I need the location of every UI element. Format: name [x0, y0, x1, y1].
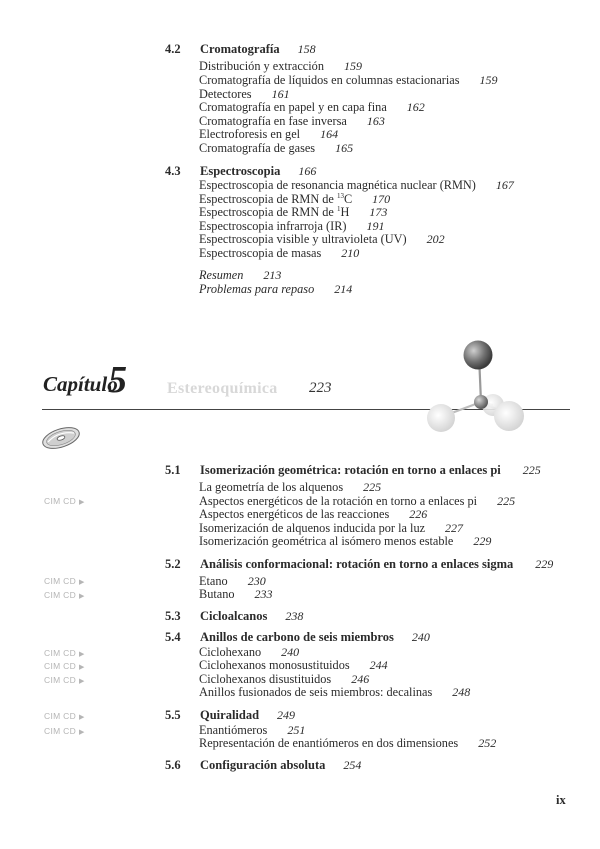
toc-entry: Cromatografía de líquidos en columnas estacionarias 159 [199, 73, 498, 87]
cim-cd-marker: CIM CD ▶ [44, 496, 85, 506]
section-title: Isomerización geométrica: rotación en torno a enlaces pi 225 [200, 463, 541, 477]
cim-cd-marker: CIM CD ▶ [44, 648, 85, 658]
toc-entry: Espectroscopia de RMN de $^1$H 173 [199, 205, 388, 219]
toc-entry: Cromatografía en fase inversa 163 [199, 114, 385, 128]
toc-entry: Isomerización de alquenos inducida por la luz 227 [199, 521, 464, 535]
toc-entry: Electroforesis en gel 164 [199, 127, 339, 141]
cim-cd-marker: CIM CD ▶ [44, 590, 85, 600]
section-title: Espectroscopia 166 [200, 164, 317, 178]
cim-cd-marker: CIM CD ▶ [44, 711, 85, 721]
cim-cd-marker: CIM CD ▶ [44, 675, 85, 685]
section-number: 5.1 [165, 463, 181, 477]
toc-entry: La geometría de los alquenos 225 [199, 480, 382, 494]
toc-entry: Representación de enantiómeros en dos dimensiones 252 [199, 736, 497, 750]
toc-entry: Cromatografía de gases 165 [199, 141, 354, 155]
cim-cd-marker: CIM CD ▶ [44, 726, 85, 736]
toc-entry: Espectroscopia de masas 210 [199, 246, 360, 260]
section-number: 4.3 [165, 164, 181, 178]
section-number: 4.2 [165, 42, 181, 56]
toc-entry: Ciclohexano 240 [199, 645, 300, 659]
section-number: 5.2 [165, 557, 181, 571]
section-number: 5.5 [165, 708, 181, 722]
cim-cd-marker: CIM CD ▶ [44, 576, 85, 586]
toc-entry: Enantiómeros 251 [199, 723, 306, 737]
review-problems-entry: Problemas para repaso 214 [199, 282, 353, 296]
toc-entry: Espectroscopia de RMN de $^{13}$C 170 [199, 192, 391, 206]
toc-entry: Espectroscopia infrarroja (IR) 191 [199, 219, 385, 233]
section-title: Quiralidad 249 [200, 708, 296, 722]
section-title: Análisis conformacional: rotación en torno a enlaces sigma 229 [200, 557, 554, 571]
section-title: Cromatografía 158 [200, 42, 316, 56]
toc-entry: Aspectos energéticos de las reacciones 226 [199, 507, 428, 521]
toc-entry: Butano 233 [199, 587, 273, 601]
toc-entry: Detectores 161 [199, 87, 290, 101]
toc-entry: Aspectos energéticos de la rotación en torno a enlaces pi 225 [199, 494, 516, 508]
toc-entry: Isomerización geométrica al isómero menos estable 229 [199, 534, 492, 548]
section-title: Configuración absoluta 254 [200, 758, 362, 772]
chapter-page: 223 [309, 380, 332, 396]
molecule-illustration [418, 335, 528, 435]
section-title: Cicloalcanos 238 [200, 609, 304, 623]
section-number: 5.6 [165, 758, 181, 772]
chapter-word: Capítulo [43, 372, 118, 396]
summary-entry: Resumen 213 [199, 268, 282, 282]
section-title: Anillos de carbono de seis miembros 240 [200, 630, 430, 644]
toc-entry: Distribución y extracción 159 [199, 59, 362, 73]
section-number: 5.3 [165, 609, 181, 623]
toc-entry: Espectroscopia visible y ultravioleta (UV) 202 [199, 232, 445, 246]
cd-icon [40, 425, 84, 451]
chapter-title: Estereoquímica [167, 380, 278, 397]
page-number: ix [556, 793, 566, 807]
toc-entry: Anillos fusionados de seis miembros: decalinas 248 [199, 685, 471, 699]
toc-entry: Espectroscopia de resonancia magnética nuclear (RMN) 167 [199, 178, 514, 192]
section-number: 5.4 [165, 630, 181, 644]
toc-entry: Ciclohexanos monosustituidos 244 [199, 658, 388, 672]
toc-entry: Cromatografía en papel y en capa fina 162 [199, 100, 425, 114]
cim-cd-marker: CIM CD ▶ [44, 661, 85, 671]
chapter-number: 5 [108, 359, 127, 401]
toc-entry: Etano 230 [199, 574, 266, 588]
toc-entry: Ciclohexanos disustituidos 246 [199, 672, 370, 686]
